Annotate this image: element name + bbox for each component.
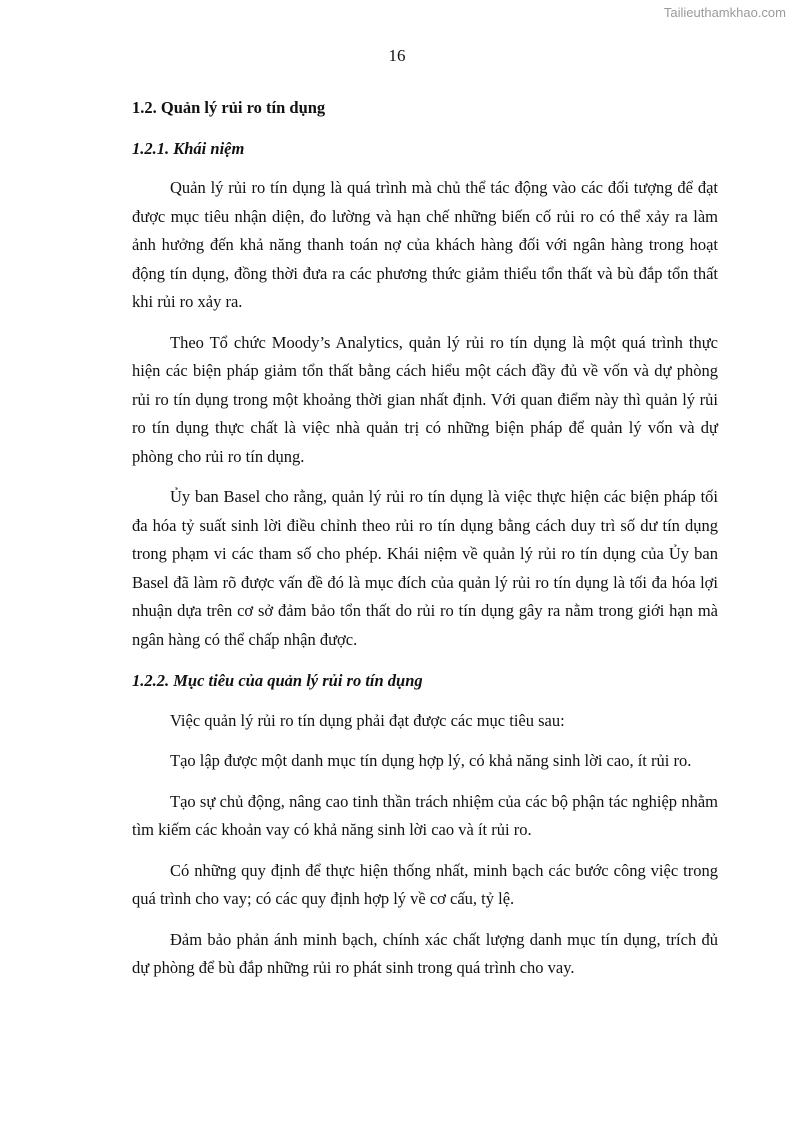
paragraph: Theo Tổ chức Moody’s Analytics, quản lý rủi ro tín dụng là một quá trình thực hiện các biện pháp giảm tổn thất bằng cách hiểu một cách đầy đủ về vốn và dự phòng rủi ro tín dụng trong một khoảng thời gian nhất định. Với quan điểm này thì quản lý rủi ro tín dụng thực chất là việc nhà quản trị có những biện pháp để quản lý vốn và dự phòng cho rủi ro tín dụng. [132, 332, 718, 466]
paragraph: Ủy ban Basel cho rằng, quản lý rủi ro tín dụng là việc thực hiện các biện pháp tối đa hóa tỷ suất sinh lời điều chỉnh theo rủi ro tín dụng bằng cách duy trì số dư tín dụng trong phạm vi các tham số cho phép. Khái niệm về quản lý rủi ro tín dụng của Ủy ban Basel đã làm rõ được vấn đề đó là mục đích của quản lý rủi ro tín dụng là tối đa hóa lợi nhuận dựa trên cơ sở đảm bảo tổn thất do rủi ro tín dụng gây ra nằm trong giới hạn mà ngân hàng có thể chấp nhận được. [132, 487, 718, 649]
paragraph: Việc quản lý rủi ro tín dụng phải đạt được các mục tiêu sau: [170, 710, 565, 730]
document-body [132, 94, 718, 983]
paragraph: Tạo sự chủ động, nâng cao tinh thần trách nhiệm của các bộ phận tác nghiệp nhằm tìm kiếm các khoản vay có khả năng sinh lời cao và ít rủi ro. [132, 791, 718, 839]
section-heading: 1.2. Quản lý rủi ro tín dụng [132, 98, 326, 117]
paragraph: Đảm bảo phản ánh minh bạch, chính xác chất lượng danh mục tín dụng, trích đủ dự phòng để bù đắp những rủi ro phát sinh trong quá trình cho vay. [132, 929, 718, 977]
subsection-heading-1: 1.2.1. Khái niệm [132, 138, 245, 158]
paragraph: Quản lý rủi ro tín dụng là quá trình mà chủ thể tác động vào các đối tượng để đạt được mục tiêu nhận diện, đo lường và hạn chế những biến cố rủi ro có thể xảy ra làm ảnh hưởng đến khả năng thanh toán nợ của khách hàng đối với ngân hàng trong hoạt động tín dụng, đồng thời đưa ra các phương thức giảm thiểu tổn thất và bù đắp tổn thất khi rủi ro xảy ra. [132, 178, 718, 311]
paragraph: Tạo lập được một danh mục tín dụng hợp lý, có khả năng sinh lời cao, ít rủi ro. [170, 751, 692, 770]
paragraph: Có những quy định để thực hiện thống nhất, minh bạch các bước công việc trong quá trình cho vay; có các quy định hợp lý về cơ cấu, tỷ lệ. [132, 860, 718, 908]
page-number: 16 [388, 46, 406, 65]
watermark: Tailieuthamkhao.com [663, 5, 786, 20]
subsection-heading-2: 1.2.2. Mục tiêu của quản lý rủi ro tín dụng [132, 671, 423, 690]
